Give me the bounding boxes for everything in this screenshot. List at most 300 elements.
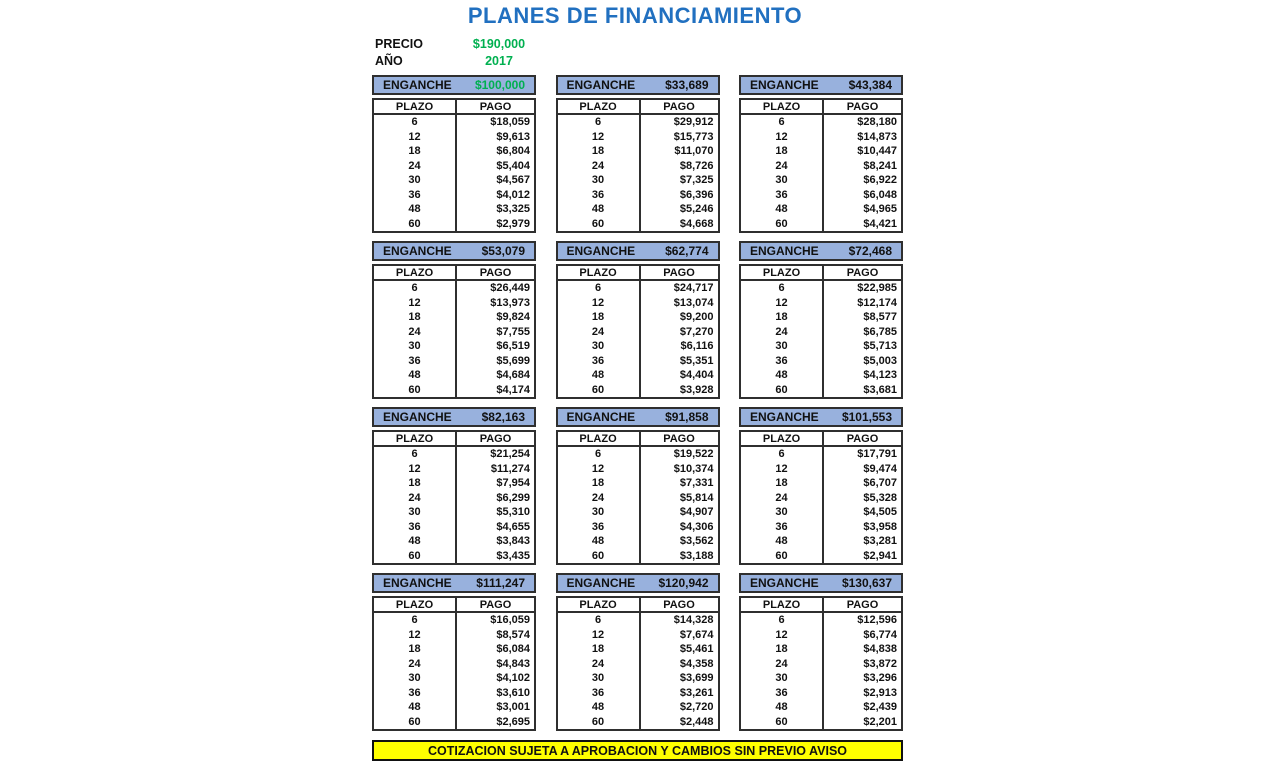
pago-cell: $6,804: [496, 145, 530, 157]
pago-cell: $4,965: [863, 203, 897, 215]
payment-row: [373, 173, 535, 188]
pago-cell: $4,684: [496, 369, 530, 381]
enganche-label: ENGANCHE: [566, 78, 636, 92]
plazo-cell: 24: [373, 657, 456, 672]
pago-column-header: PAGO: [456, 99, 535, 114]
pago-cell: $6,774: [863, 628, 897, 641]
pago-cell: $13,973: [490, 296, 530, 309]
pago-cell: $10,374: [673, 462, 714, 475]
payment-table: [739, 430, 903, 565]
pago-cell: $5,003: [863, 354, 897, 367]
enganche-header: [739, 241, 903, 261]
pago-cell: $12,596: [857, 614, 897, 626]
payment-row: [740, 476, 902, 491]
enganche-label: ENGANCHE: [566, 244, 636, 258]
enganche-header: [372, 75, 536, 95]
payment-row: [557, 280, 719, 296]
plazo-cell: 18: [373, 476, 456, 491]
pago-cell: $4,655: [496, 520, 530, 533]
plan-table: [556, 241, 720, 399]
payment-row: [740, 130, 902, 145]
payment-row: [373, 202, 535, 217]
plazo-cell: 18: [373, 310, 456, 325]
payment-row: [373, 686, 535, 701]
plan-table: [556, 407, 720, 565]
plazo-cell: 18: [373, 144, 456, 159]
payment-row: [373, 280, 535, 296]
plazo-cell: 30: [557, 505, 640, 520]
pago-cell: $3,281: [863, 535, 897, 547]
payment-row: [740, 700, 902, 715]
payment-row: [557, 462, 719, 477]
plan-table: [372, 241, 536, 399]
payment-row: [740, 715, 902, 731]
pago-cell: $3,296: [863, 672, 897, 684]
enganche-header: [556, 407, 720, 427]
plazo-column-header: PLAZO: [557, 265, 640, 280]
payment-table-header-row: [373, 265, 535, 280]
pago-cell: $6,116: [680, 340, 714, 352]
payment-row: [740, 520, 902, 535]
payment-row: [373, 505, 535, 520]
pago-cell: $2,941: [863, 549, 897, 562]
pago-cell: $4,123: [863, 369, 897, 381]
enganche-header: [739, 407, 903, 427]
pago-cell: $14,873: [857, 130, 897, 143]
plazo-cell: 48: [557, 202, 640, 217]
payment-row: [557, 476, 719, 491]
plans-grid: [372, 75, 903, 731]
payment-row: [740, 354, 902, 369]
payment-table: [372, 430, 536, 565]
enganche-label: ENGANCHE: [383, 576, 452, 590]
pago-column-header: PAGO: [640, 431, 719, 446]
enganche-label: ENGANCHE: [383, 410, 452, 424]
page-title: PLANES DE FINANCIAMIENTO: [467, 3, 803, 28]
payment-row: [557, 671, 719, 686]
pago-cell: $3,958: [863, 520, 897, 533]
pago-cell: $5,404: [496, 159, 530, 172]
payment-table-header-row: [740, 265, 902, 280]
pago-cell: $6,299: [496, 491, 530, 504]
enganche-value: $82,163: [481, 410, 525, 424]
pago-cell: $22,985: [857, 282, 897, 294]
payment-row: [373, 612, 535, 628]
payment-row: [557, 549, 719, 565]
pago-cell: $2,913: [863, 686, 897, 699]
payment-row: [557, 354, 719, 369]
plazo-cell: 48: [557, 700, 640, 715]
pago-cell: $3,435: [496, 549, 530, 562]
plazo-cell: 60: [373, 217, 456, 233]
plazo-cell: 12: [373, 628, 456, 643]
enganche-value: $130,637: [841, 576, 892, 590]
pago-cell: $6,396: [679, 188, 714, 201]
plazo-cell: 6: [373, 446, 456, 462]
plazo-cell: 12: [373, 296, 456, 311]
payment-table: [372, 596, 536, 731]
pago-cell: $2,448: [679, 715, 714, 728]
pago-cell: $17,791: [857, 448, 897, 460]
plazo-cell: 12: [557, 628, 640, 643]
plazo-cell: 30: [740, 339, 823, 354]
year-row: [375, 53, 553, 70]
plazo-cell: 60: [740, 549, 823, 565]
plazo-cell: 60: [557, 715, 640, 731]
price-label: PRECIO: [375, 37, 423, 51]
plazo-cell: 60: [373, 383, 456, 399]
price-value: $190,000: [472, 37, 526, 51]
enganche-label: ENGANCHE: [566, 410, 636, 424]
plazo-cell: 36: [557, 354, 640, 369]
payment-row: [373, 130, 535, 145]
plazo-cell: 36: [740, 188, 823, 203]
pago-cell: $5,461: [679, 643, 714, 655]
plazo-cell: 24: [373, 325, 456, 340]
pago-column-header: PAGO: [456, 265, 535, 280]
payment-row: [373, 383, 535, 399]
pago-cell: $5,310: [496, 506, 530, 518]
payment-row: [740, 368, 902, 383]
payment-row: [373, 310, 535, 325]
pago-cell: $3,325: [496, 203, 530, 215]
pago-cell: $9,824: [496, 311, 530, 323]
plazo-cell: 12: [373, 462, 456, 477]
payment-row: [557, 202, 719, 217]
plazo-cell: 30: [373, 339, 456, 354]
plazo-cell: 48: [740, 700, 823, 715]
pago-cell: $2,201: [863, 715, 897, 728]
plazo-cell: 12: [740, 628, 823, 643]
pago-cell: $2,979: [496, 217, 530, 230]
enganche-label: ENGANCHE: [383, 244, 452, 258]
pago-cell: $9,613: [496, 130, 530, 143]
payment-table-header-row: [373, 597, 535, 612]
plazo-column-header: PLAZO: [373, 265, 456, 280]
payment-row: [557, 144, 719, 159]
pago-column-header: PAGO: [640, 265, 719, 280]
plazo-cell: 30: [373, 671, 456, 686]
plazo-cell: 60: [557, 549, 640, 565]
plazo-cell: 36: [373, 354, 456, 369]
enganche-value: $62,774: [665, 244, 709, 258]
pago-cell: $6,785: [863, 325, 897, 338]
pago-cell: $3,562: [679, 535, 714, 547]
plan-table: [372, 573, 536, 731]
payment-row: [373, 159, 535, 174]
plan-table: [372, 75, 536, 233]
plan-table: [739, 573, 903, 731]
pago-cell: $7,270: [679, 325, 714, 338]
pago-cell: $5,351: [679, 354, 714, 367]
plazo-column-header: PLAZO: [557, 431, 640, 446]
plazo-column-header: PLAZO: [373, 431, 456, 446]
plazo-column-header: PLAZO: [557, 597, 640, 612]
enganche-header: [556, 241, 720, 261]
payment-row: [740, 217, 902, 233]
enganche-value: $43,384: [848, 78, 892, 92]
enganche-label: ENGANCHE: [750, 576, 819, 590]
plan-table: [739, 241, 903, 399]
plazo-cell: 18: [557, 642, 640, 657]
payment-row: [557, 700, 719, 715]
plazo-cell: 12: [557, 130, 640, 145]
payment-row: [740, 310, 902, 325]
plazo-cell: 24: [740, 159, 823, 174]
plazo-cell: 6: [740, 612, 823, 628]
plazo-cell: 24: [557, 325, 640, 340]
pago-cell: $6,048: [863, 188, 897, 201]
pago-cell: $4,843: [496, 657, 530, 670]
payment-row: [373, 217, 535, 233]
plazo-column-header: PLAZO: [557, 99, 640, 114]
pago-cell: $4,102: [496, 672, 530, 684]
payment-row: [373, 354, 535, 369]
plazo-cell: 30: [557, 173, 640, 188]
plazo-cell: 48: [740, 534, 823, 549]
payment-row: [557, 520, 719, 535]
plazo-cell: 12: [740, 130, 823, 145]
year-value: 2017: [485, 54, 513, 68]
pago-cell: $5,699: [496, 354, 530, 367]
payment-row: [740, 383, 902, 399]
pago-cell: $4,567: [496, 174, 530, 186]
payment-row: [740, 202, 902, 217]
payment-row: [740, 114, 902, 130]
pago-cell: $3,188: [679, 549, 714, 562]
plazo-column-header: PLAZO: [740, 597, 823, 612]
plazo-cell: 48: [740, 202, 823, 217]
enganche-header: [372, 573, 536, 593]
payment-row: [740, 657, 902, 672]
pago-cell: $13,074: [673, 296, 714, 309]
enganche-value: $100,000: [474, 78, 525, 92]
payment-row: [373, 325, 535, 340]
plazo-cell: 48: [373, 368, 456, 383]
plazo-cell: 12: [740, 296, 823, 311]
pago-cell: $29,912: [673, 116, 714, 128]
plan-table: [556, 573, 720, 731]
plazo-cell: 48: [557, 534, 640, 549]
plazo-cell: 30: [373, 173, 456, 188]
enganche-label: ENGANCHE: [750, 410, 819, 424]
plazo-cell: 6: [740, 114, 823, 130]
payment-row: [740, 628, 902, 643]
plazo-cell: 6: [557, 114, 640, 130]
enganche-header: [556, 573, 720, 593]
plazo-cell: 36: [557, 520, 640, 535]
plazo-cell: 48: [373, 534, 456, 549]
payment-row: [740, 173, 902, 188]
pago-cell: $3,928: [679, 383, 714, 396]
payment-row: [740, 534, 902, 549]
plan-table: [556, 75, 720, 233]
plazo-cell: 18: [740, 310, 823, 325]
pago-cell: $5,814: [679, 491, 714, 504]
pago-cell: $3,843: [496, 535, 530, 547]
payment-row: [740, 505, 902, 520]
payment-row: [557, 217, 719, 233]
payment-row: [557, 383, 719, 399]
pago-cell: $5,246: [679, 203, 714, 215]
payment-table: [556, 596, 720, 731]
enganche-value: $120,942: [658, 576, 709, 590]
payment-table-header-row: [373, 431, 535, 446]
pago-cell: $6,519: [496, 340, 530, 352]
plazo-cell: 30: [373, 505, 456, 520]
pago-cell: $4,404: [679, 369, 714, 381]
payment-row: [373, 715, 535, 731]
payment-table-header-row: [557, 431, 719, 446]
plazo-column-header: PLAZO: [740, 431, 823, 446]
plazo-column-header: PLAZO: [740, 265, 823, 280]
payment-row: [373, 534, 535, 549]
pago-cell: $12,174: [857, 296, 897, 309]
plazo-cell: 60: [740, 383, 823, 399]
payment-row: [373, 188, 535, 203]
plazo-column-header: PLAZO: [373, 99, 456, 114]
payment-row: [557, 534, 719, 549]
plazo-cell: 6: [740, 446, 823, 462]
plan-table: [739, 75, 903, 233]
pago-cell: $7,674: [679, 628, 714, 641]
payment-table-header-row: [740, 597, 902, 612]
pago-cell: $15,773: [673, 130, 714, 143]
pago-column-header: PAGO: [640, 597, 719, 612]
payment-table: [739, 264, 903, 399]
pago-cell: $11,274: [490, 462, 530, 475]
plazo-cell: 60: [373, 549, 456, 565]
payment-table-header-row: [740, 431, 902, 446]
payment-row: [740, 686, 902, 701]
plazo-cell: 36: [740, 354, 823, 369]
payment-table-header-row: [373, 99, 535, 114]
pago-column-header: PAGO: [456, 597, 535, 612]
payment-row: [557, 188, 719, 203]
plazo-cell: 18: [557, 476, 640, 491]
plazo-cell: 6: [373, 114, 456, 130]
plazo-cell: 30: [740, 671, 823, 686]
pago-cell: $3,699: [679, 672, 714, 684]
payment-row: [557, 628, 719, 643]
pago-cell: $8,577: [863, 311, 897, 323]
plazo-cell: 18: [740, 642, 823, 657]
plazo-cell: 30: [740, 173, 823, 188]
pago-cell: $4,306: [679, 520, 714, 533]
pago-cell: $4,358: [679, 657, 714, 670]
payment-row: [373, 144, 535, 159]
plazo-cell: 36: [557, 686, 640, 701]
enganche-value: $72,468: [848, 244, 892, 258]
pago-cell: $4,907: [679, 506, 714, 518]
payment-table: [556, 264, 720, 399]
pago-column-header: PAGO: [823, 265, 902, 280]
plazo-cell: 60: [557, 383, 640, 399]
payment-row: [557, 715, 719, 731]
payment-row: [373, 368, 535, 383]
pago-cell: $3,001: [496, 701, 530, 713]
payment-row: [740, 339, 902, 354]
plazo-cell: 18: [557, 144, 640, 159]
pago-cell: $11,070: [674, 145, 714, 157]
payment-row: [557, 130, 719, 145]
payment-table-header-row: [557, 597, 719, 612]
payment-row: [373, 628, 535, 643]
pago-cell: $4,668: [679, 217, 714, 230]
plazo-cell: 30: [740, 505, 823, 520]
payment-row: [740, 296, 902, 311]
payment-table: [556, 430, 720, 565]
payment-row: [373, 114, 535, 130]
payment-row: [740, 188, 902, 203]
enganche-label: ENGANCHE: [750, 78, 819, 92]
payment-row: [557, 310, 719, 325]
plazo-cell: 12: [557, 296, 640, 311]
payment-table: [372, 98, 536, 233]
payment-row: [373, 549, 535, 565]
payment-row: [373, 296, 535, 311]
enganche-value: $33,689: [665, 78, 709, 92]
pago-cell: $3,681: [863, 383, 897, 396]
payment-row: [373, 657, 535, 672]
pago-cell: $2,720: [679, 701, 714, 713]
plazo-cell: 24: [373, 491, 456, 506]
plazo-cell: 18: [373, 642, 456, 657]
plazo-cell: 6: [740, 280, 823, 296]
price-year-info: [375, 36, 553, 70]
payment-row: [373, 339, 535, 354]
pago-cell: $3,261: [679, 686, 714, 699]
plazo-cell: 48: [373, 202, 456, 217]
pago-cell: $3,872: [863, 657, 897, 670]
plazo-cell: 12: [557, 462, 640, 477]
payment-row: [557, 114, 719, 130]
pago-cell: $6,707: [863, 477, 897, 489]
plazo-cell: 6: [557, 612, 640, 628]
enganche-label: ENGANCHE: [566, 576, 636, 590]
pago-cell: $28,180: [857, 116, 897, 128]
pago-cell: $4,838: [863, 643, 897, 655]
pago-cell: $4,505: [863, 506, 897, 518]
plazo-cell: 48: [373, 700, 456, 715]
plazo-cell: 6: [557, 280, 640, 296]
payment-row: [557, 296, 719, 311]
enganche-header: [372, 241, 536, 261]
payment-row: [557, 368, 719, 383]
plan-table: [372, 407, 536, 565]
payment-row: [373, 476, 535, 491]
plazo-cell: 60: [740, 217, 823, 233]
payment-row: [740, 446, 902, 462]
plazo-cell: 48: [557, 368, 640, 383]
payment-row: [373, 671, 535, 686]
enganche-value: $53,079: [481, 244, 525, 258]
payment-row: [740, 325, 902, 340]
payment-row: [557, 173, 719, 188]
plazo-cell: 6: [373, 612, 456, 628]
payment-table: [739, 98, 903, 233]
pago-cell: $8,574: [496, 628, 530, 641]
payment-row: [740, 642, 902, 657]
pago-cell: $16,059: [490, 614, 530, 626]
payment-row: [740, 671, 902, 686]
plazo-cell: 24: [557, 159, 640, 174]
pago-cell: $9,474: [863, 462, 897, 475]
pago-cell: $24,717: [673, 282, 714, 294]
payment-row: [557, 686, 719, 701]
pago-cell: $7,954: [496, 477, 530, 489]
payment-row: [557, 642, 719, 657]
